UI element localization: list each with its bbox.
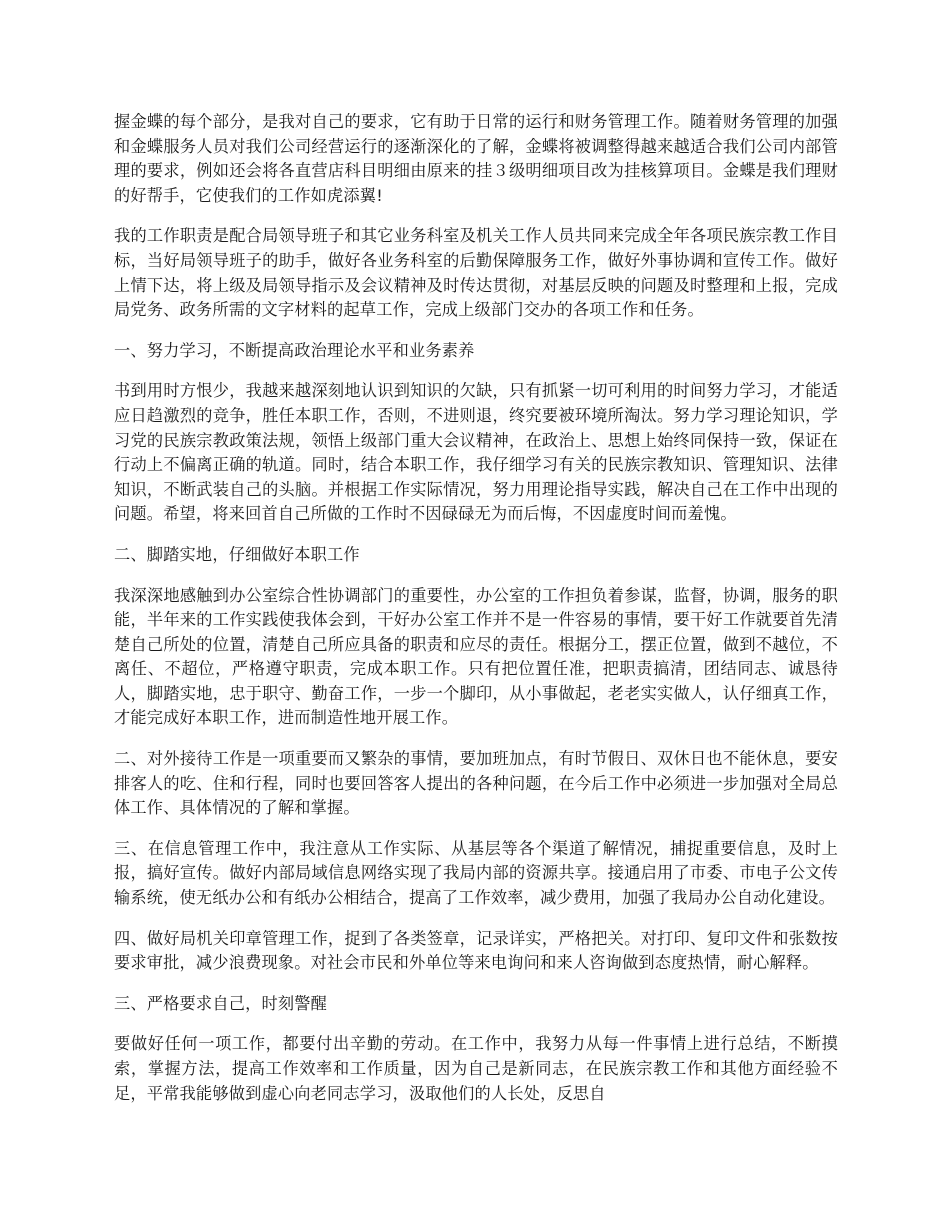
paragraph-study: 书到用时方恨少，我越来越深刻地认识到知识的欠缺，只有抓紧一切可利用的时间努力学习，才能适应日趋激烈的竞争，胜任本职工作，否则，不进则退，终究要被环境所淘汰。努力学习理论知识，学习党的民族宗教政策法规，领悟上级部门重大会议精神，在政治上、思想上始终同保持一致，保证在行动上不偏离正确的轨道。同时，结合本职工作，我仔细学习有关的民族宗教知识、管理知识、法律知识，不断武装自己的头脑。并根据工作实际情况，努力用理论指导实践，解决自己在工作中出现的问题。希望，将来回首自己所做的工作时不因碌碌无为而后悔，不因虚度时间而羞愧。 xyxy=(114,381,838,524)
section-heading-study: 一、努力学习，不断提高政治理论水平和业务素养 xyxy=(114,340,475,360)
paragraph-self-discipline: 要做好任何一项工作，都要付出辛勤的劳动。在工作中，我努力从每一件事情上进行总结，不断摸索，掌握方法，提高工作效率和工作质量，因为自己是新同志，在民族宗教工作和其他方面经验不足，平常我能够做到虚心向老同志学习，汲取他们的人长处，反思自 xyxy=(114,1034,838,1103)
paragraph-job-duties: 我的工作职责是配合局领导班子和其它业务科室及机关工作人员共同来完成全年各项民族宗教工作目标，当好局领导班子的助手，做好各业务科室的后勤保障服务工作，做好外事协调和宣传工作。做好上情下达，将上级及局领导指示及会议精神及时传达贯彻，对基层反映的问题及时整理和上报，完成局党务、政务所需的文字材料的起草工作，完成上级部门交办的各项工作和任务。 xyxy=(114,226,838,320)
paragraph-office-role: 我深深地感触到办公室综合性协调部门的重要性，办公室的工作担负着参谋，监督，协调，服务的职能，半年来的工作实践使我体会到，干好办公室工作并不是一件容易的事情，要干好工作就要首先清楚自己所处的位置，清楚自己所应具备的职责和应尽的责任。根据分工，摆正位置，做到不越位，不离任、不超位，严格遵守职责，完成本职工作。只有把位置任准，把职责搞清，团结同志、诚恳待人，脚踏实地，忠于职守、勤奋工作，一步一个脚印，从小事做起，老老实实做人，认仔细真工作，才能完成好本职工作，进而制造性地开展工作。 xyxy=(114,585,838,728)
paragraph-kingdee: 握金蝶的每个部分，是我对自己的要求，它有助于日常的运行和财务管理工作。随着财务管理的加强和金蝶服务人员对我们公司经营运行的逐渐深化的了解，金蝶将被调整得越来越适合我们公司内部管理的要求，例如还会将各直营店科目明细由原来的挂３级明细项目改为挂核算项目。金蝶是我们理财的好帮手，它使我们的工作如虎添翼! xyxy=(114,112,838,205)
paragraph-seal-management: 四、做好局机关印章管理工作，捉到了各类签章，记录详实，严格把关。对打印、复印文件和张数按要求审批，减少浪费现象。对社会市民和外单位等来电询问和来人咨询做到态度热情，耐心解释。 xyxy=(114,928,838,973)
section-heading-work: 二、脚踏实地，仔细做好本职工作 xyxy=(114,544,360,564)
document-page xyxy=(114,110,838,1122)
paragraph-reception: 二、对外接待工作是一项重要而又繁杂的事情，要加班加点，有时节假日、双休日也不能休息，要安排客人的吃、住和行程，同时也要回答客人提出的各种问题，在今后工作中必须进一步加强对全局总体工作、具体情况的了解和掌握。 xyxy=(114,749,838,818)
paragraph-information: 三、在信息管理工作中，我注意从工作实际、从基层等各个渠道了解情况，捕捉重要信息，及时上报，搞好宣传。做好内部局域信息网络实现了我局内部的资源共享。接通启用了市委、市电子公文传输系统，使无纸办公和有纸办公相结合，提高了工作效率，减少费用，加强了我局办公自动化建设。 xyxy=(114,838,838,908)
section-heading-self-discipline: 三、严格要求自己，时刻警醒 xyxy=(114,993,328,1013)
